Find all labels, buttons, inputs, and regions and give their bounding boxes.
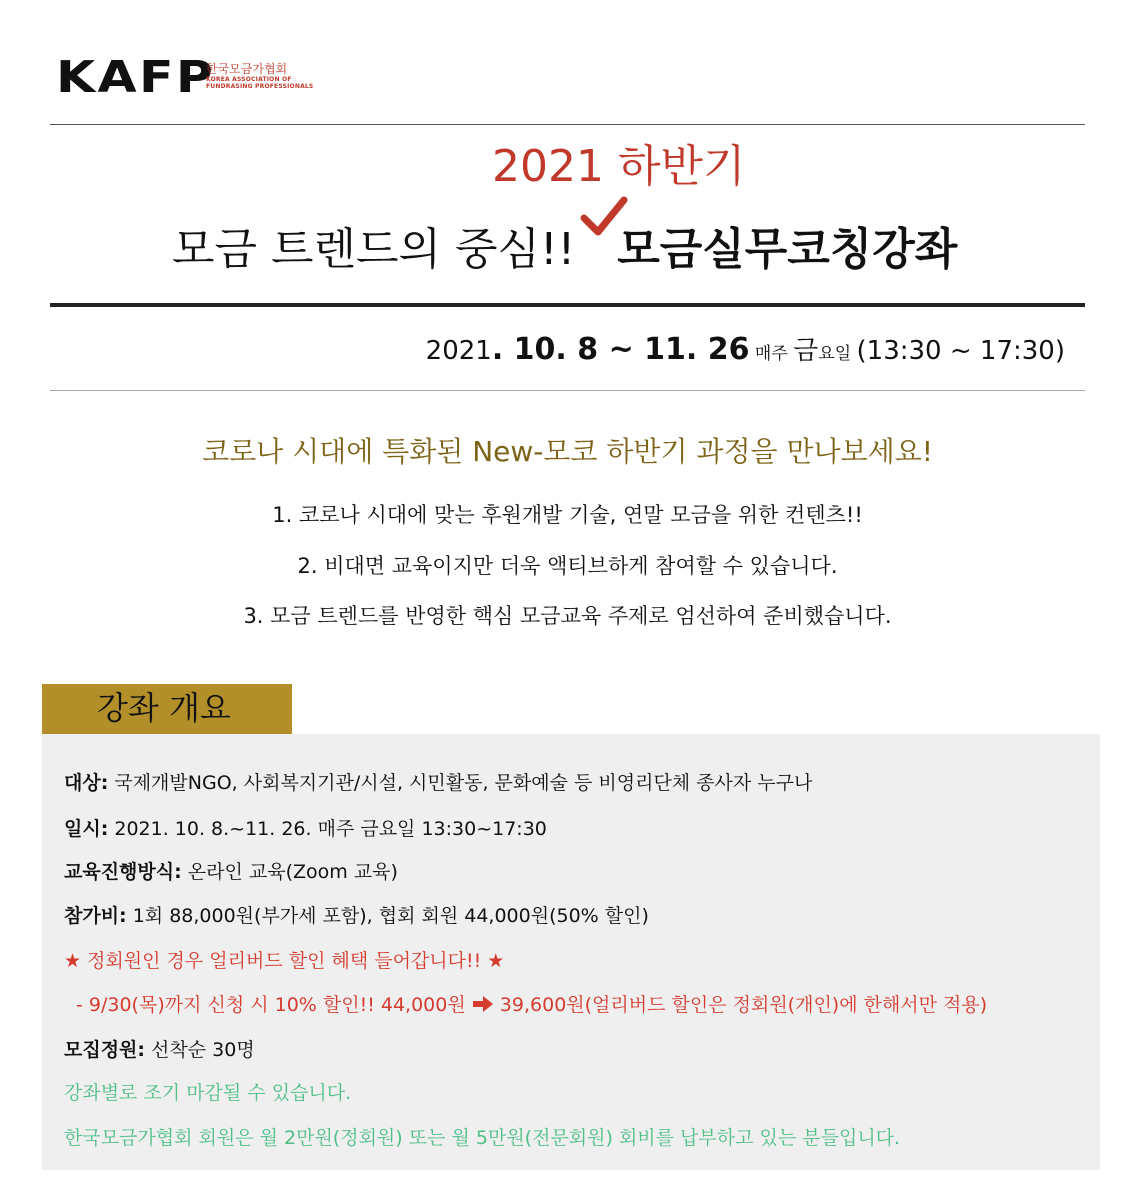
schedule-day-suffix: 요일 bbox=[818, 344, 857, 364]
earlybird-detail-b: 39,600원(얼리버드 할인은 정회원(개인)에 한해서만 적용) bbox=[493, 994, 988, 1016]
logo-mark: KAFP bbox=[56, 52, 216, 103]
title-divider bbox=[50, 303, 1085, 307]
schedule-day: 금 bbox=[793, 336, 819, 366]
right-arrow-icon bbox=[472, 995, 494, 1013]
capacity-row bbox=[64, 1036, 255, 1064]
schedule-year: 2021 bbox=[425, 336, 492, 366]
overview-tab-label: 강좌 개요 bbox=[97, 689, 231, 727]
logo-name-en-line1: KOREA ASSOCIATION OF bbox=[206, 76, 292, 83]
logo bbox=[56, 52, 314, 103]
year-half-heading: 2021 하반기 bbox=[492, 141, 746, 192]
date-row bbox=[64, 815, 547, 843]
schedule-line bbox=[426, 330, 1065, 374]
intro-headline: 코로나 시대에 특화된 New-모코 하반기 과정을 만나보세요! bbox=[202, 435, 933, 468]
intro-point-1: 1. 코로나 시대에 맞는 후원개발 기술, 연말 모금을 위한 컨텐츠!! bbox=[272, 503, 863, 527]
intro-point-2: 2. 비대면 교육이지만 더욱 액티브하게 참여할 수 있습니다. bbox=[297, 554, 838, 578]
date-label: 일시: bbox=[64, 818, 109, 840]
schedule-every: 매주 bbox=[749, 344, 794, 364]
target-label: 대상: bbox=[64, 772, 109, 794]
earlybird-notice: ★ 정회원인 경우 얼리버드 할인 혜택 들어갑니다!! ★ bbox=[64, 950, 505, 972]
method-value: 온라인 교육(Zoom 교육) bbox=[181, 861, 398, 883]
target-value: 국제개발NGO, 사회복지기관/시설, 시민활동, 문화예술 등 비영리단체 종사자 누구나 bbox=[108, 772, 813, 794]
logo-name-en-line2: FUNDRASING PROFESSIONALS bbox=[206, 83, 314, 90]
capacity-value: 선착순 30명 bbox=[145, 1039, 255, 1061]
fee-value: 1회 88,000원(부가세 포함), 협회 회원 44,000원(50% 할인) bbox=[126, 905, 649, 927]
method-row bbox=[64, 858, 398, 886]
intro-point-3: 3. 모금 트렌드를 반영한 핵심 모금교육 주제로 엄선하여 준비했습니다. bbox=[243, 604, 892, 628]
method-label: 교육진행방식: bbox=[64, 861, 182, 883]
title-main: 모금실무코칭강좌 bbox=[617, 224, 958, 275]
title-prefix: 모금 트렌드의 중심!! bbox=[172, 224, 590, 275]
note-early-close: 강좌별로 조기 마감될 수 있습니다. bbox=[64, 1082, 352, 1104]
fee-row bbox=[64, 902, 649, 930]
logo-text bbox=[206, 62, 346, 90]
schedule-divider bbox=[50, 390, 1085, 391]
date-value: 2021. 10. 8.~11. 26. 매주 금요일 13:30~17:30 bbox=[108, 818, 547, 840]
fee-label: 참가비: bbox=[64, 905, 127, 927]
note-membership: 한국모금가협회 회원은 월 2만원(정회원) 또는 월 5만원(전문회원) 회비를 납부하고 있는 분들입니다. bbox=[64, 1127, 901, 1149]
schedule-time: (13:30 ~ 17:30) bbox=[856, 336, 1065, 366]
earlybird-detail-a: - 9/30(목)까지 신청 시 10% 할인!! 44,000원 bbox=[76, 994, 472, 1016]
schedule-range: . 10. 8 ~ 11. 26 bbox=[491, 332, 750, 367]
capacity-label: 모집정원: bbox=[64, 1039, 146, 1061]
earlybird-detail bbox=[76, 991, 987, 1019]
target-row bbox=[64, 769, 812, 797]
page-title bbox=[172, 222, 957, 278]
top-divider bbox=[50, 124, 1085, 125]
logo-name-ko: 한국모금가협회 bbox=[206, 62, 288, 76]
overview-tab bbox=[42, 684, 292, 734]
